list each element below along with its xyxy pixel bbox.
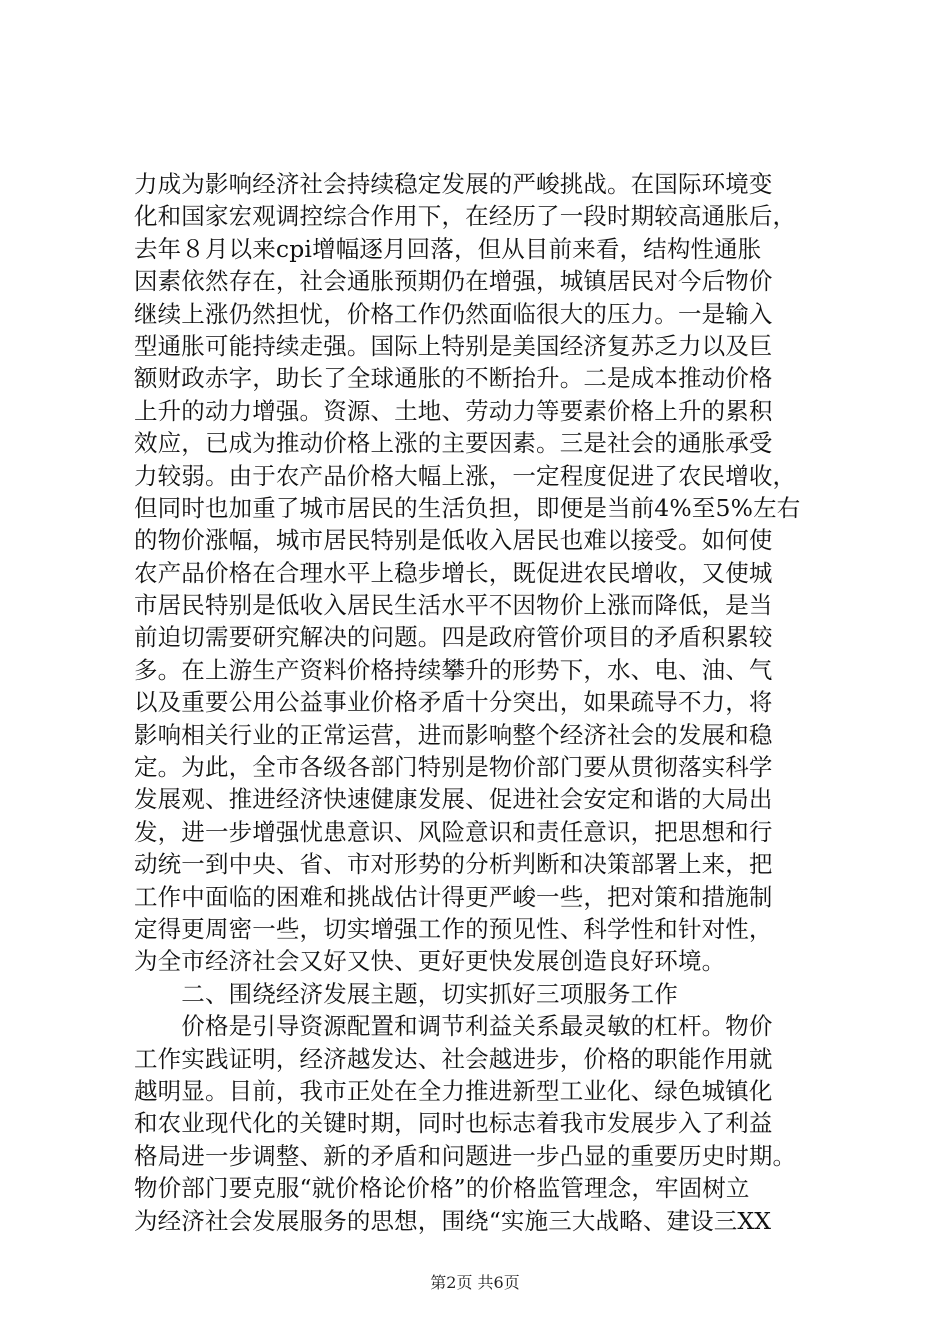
text-line: 市居民特别是低收入居民生活水平不因物价上涨而降低，是当	[134, 591, 773, 620]
text-line: 定。为此，全市各级各部门特别是物价部门要从贯彻落实科学	[134, 753, 773, 782]
body-text	[134, 168, 824, 1237]
text-line: 工作实践证明，经济越发达、社会越进步，价格的职能作用就	[134, 1044, 773, 1073]
text-line: 效应，已成为推动价格上涨的主要因素。三是社会的通胀承受	[134, 429, 773, 458]
text-line: 发展观、推进经济快速健康发展、促进社会安定和谐的大局出	[134, 785, 773, 814]
text-line: 越明显。目前，我市正处在全力推进新型工业化、绿色城镇化	[134, 1076, 773, 1105]
text-line: 影响相关行业的正常运营，进而影响整个经济社会的发展和稳	[134, 720, 773, 749]
text-line: 动统一到中央、省、市对形势的分析判断和决策部署上来，把	[134, 850, 773, 879]
text-line: 的物价涨幅，城市居民特别是低收入居民也难以接受。如何使	[134, 526, 773, 555]
text-line: 因素依然存在，社会通胀预期仍在增强，城镇居民对今后物价	[134, 267, 773, 296]
text-line: 物价部门要克服“就价格论价格”的价格监管理念，牢固树立	[134, 1174, 750, 1203]
text-line: 以及重要公用公益事业价格矛盾十分突出，如果疏导不力，将	[134, 688, 773, 717]
text-line: 去年８月以来cpi增幅逐月回落，但从目前来看，结构性通胀	[134, 234, 762, 263]
text-line: 价格是引导资源配置和调节利益关系最灵敏的杠杆。物价	[134, 1012, 773, 1041]
text-line: 格局进一步调整、新的矛盾和问题进一步凸显的重要历史时期。	[134, 1141, 797, 1170]
text-line: 力成为影响经济社会持续稳定发展的严峻挑战。在国际环境变	[134, 170, 773, 198]
text-line: 为全市经济社会又好又快、更好更快发展创造良好环境。	[134, 947, 726, 976]
text-line: 农产品价格在合理水平上稳步增长，既促进农民增收，又使城	[134, 558, 773, 587]
text-line: 额财政赤字，助长了全球通胀的不断抬升。二是成本推动价格	[134, 364, 773, 393]
text-line: 定得更周密一些，切实增强工作的预见性、科学性和针对性，	[134, 914, 773, 943]
text-line: 化和国家宏观调控综合作用下，在经历了一段时期较高通胀后，	[134, 202, 797, 231]
text-line: 力较弱。由于农产品价格大幅上涨，一定程度促进了农民增收，	[134, 461, 797, 490]
text-line: 和农业现代化的关键时期，同时也标志着我市发展步入了利益	[134, 1109, 773, 1138]
text-line: 工作中面临的困难和挑战估计得更严峻一些，把对策和措施制	[134, 882, 773, 911]
text-line: 发，进一步增强忧患意识、风险意识和责任意识，把思想和行	[134, 817, 773, 846]
text-line: 多。在上游生产资料价格持续攀升的形势下，水、电、油、气	[134, 655, 773, 684]
text-line: 继续上涨仍然担忧，价格工作仍然面临很大的压力。一是输入	[134, 299, 773, 328]
text-line: 前迫切需要研究解决的问题。四是政府管价项目的矛盾积累较	[134, 623, 773, 652]
text-line: 但同时也加重了城市居民的生活负担，即便是当前4%至5%左右	[134, 493, 801, 522]
section-heading: 二、围绕经济发展主题，切实抓好三项服务工作	[134, 979, 678, 1008]
page-number-footer: 第2页 共6页	[430, 1273, 520, 1292]
text-line: 型通胀可能持续走强。国际上特别是美国经济复苏乏力以及巨	[134, 331, 773, 360]
text-line: 上升的动力增强。资源、土地、劳动力等要素价格上升的累积	[134, 396, 773, 425]
text-line: 为经济社会发展服务的思想，围绕“实施三大战略、建设三XX	[134, 1206, 772, 1235]
